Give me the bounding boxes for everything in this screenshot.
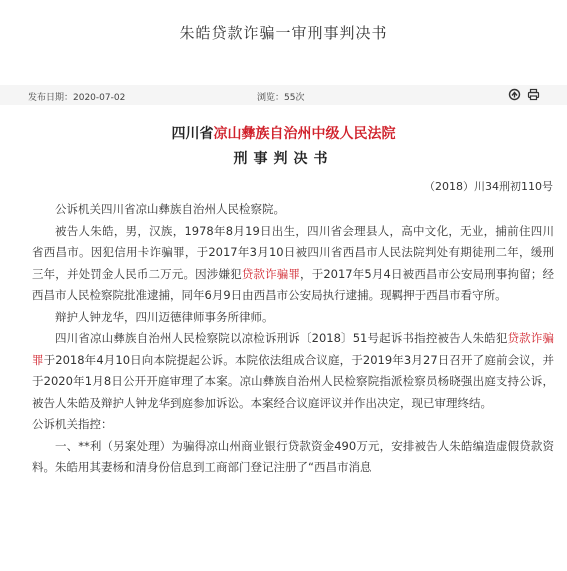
publish-date: 发布日期：2020-07-02 — [28, 93, 126, 103]
prosecutor-paragraph: 公诉机关四川省凉山彝族自治州人民检察院。 — [55, 202, 285, 216]
defendant-text-a: 被告人朱皓，男，汉族，1978年8月19日出生，四川省会理县人，高中文化，无业，捕前住四川省西昌市。因犯信用卡诈骗罪，于2017年3月10日被四川省西昌市人民法院判处有期徒刑二年，缓刑三年，并处罚金人民币二万元。因涉嫌犯 — [32, 223, 554, 281]
court-prefix: 四川省 — [171, 126, 214, 142]
view-count: 浏览：55次 — [257, 93, 305, 103]
page-title: 朱皓贷款诈骗一审刑事判决书 — [179, 24, 388, 42]
procedure-text-b: 于2018年4月10日向本院提起公诉。本院依法组成合议庭，于2019年3月27日召开了庭前会议，并于2020年1月8日公开开庭审理了本案。凉山彝族自治州人民检察院指派检察员杨晓强出庭支持公诉，被告人朱皓及辩护人钟龙华到庭参加诉讼。本案经合议庭评议并作出决定，现已审理终结。 — [32, 352, 554, 410]
defendant-text-b: ，于2017年5月4日被西昌市公安局刑事拘留；经西昌市人民检察院批准逮捕，同年6月9日由西昌市公安局执行逮捕。现羁押于西昌市看守所。 — [32, 266, 555, 302]
defendant-paragraph — [32, 221, 554, 307]
case-number: （2018）川34刑初110号 — [424, 180, 553, 193]
judgment-body — [32, 199, 554, 479]
defender-paragraph: 辩护人钟龙华，四川迈德律师事务所律师。 — [55, 309, 274, 324]
share-icon[interactable] — [508, 88, 521, 101]
court-name — [0, 123, 567, 143]
meta-actions — [508, 88, 540, 101]
crime-keyword-link[interactable]: 贷款诈骗罪 — [32, 331, 554, 367]
print-icon[interactable] — [527, 88, 540, 101]
charges-heading: 公诉机关指控： — [32, 417, 113, 431]
court-name-link[interactable]: 凉山彝族自治州中级人民法院 — [213, 126, 396, 142]
charges-paragraph: 一、**利（另案处理）为骗得凉山州商业银行贷款资金490万元，安排被告人朱皓编造虚假贷款资料。朱皓用其妻杨和清身份信息到工商部门登记注册了“西昌市消息 — [32, 438, 554, 474]
procedure-text-a: 四川省凉山彝族自治州人民检察院以凉检诉刑诉〔2018〕51号起诉书指控被告人朱皓犯 — [55, 331, 508, 345]
meta-bar — [0, 85, 567, 105]
crime-keyword-link[interactable]: 贷款诈骗罪 — [241, 266, 301, 281]
procedure-paragraph — [32, 328, 554, 414]
document-type: 刑事判决书 — [233, 151, 334, 167]
